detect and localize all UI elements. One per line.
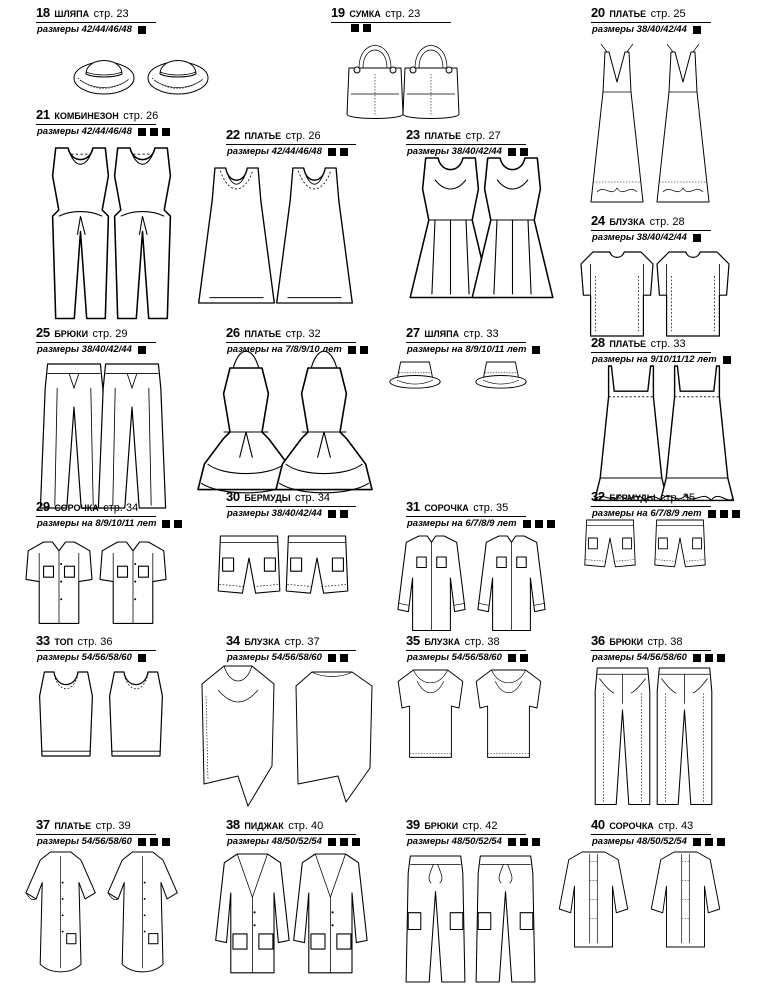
size-range-text: размеры 54/56/58/60 (407, 652, 502, 663)
difficulty-square-icon (360, 346, 368, 354)
item-page-ref: стр. 37 (284, 636, 320, 648)
garment-technical-drawing (226, 634, 356, 814)
item-page-ref: стр. 29 (92, 328, 128, 340)
garment-front-view (347, 46, 403, 119)
garment-front-view (218, 536, 280, 593)
garment-front-view (202, 666, 274, 806)
garment-front-view (74, 61, 134, 95)
size-range-text: размеры 38/40/42/44 (592, 232, 687, 243)
item-page-ref: стр. 23 (385, 8, 421, 20)
item-number: 39 (406, 817, 420, 832)
garment-back-view (472, 158, 553, 298)
pattern-item-37 (36, 818, 156, 1008)
difficulty-square-icon (532, 838, 540, 846)
item-page-ref: стр. 43 (658, 820, 694, 832)
size-range-text: размеры на 6/7/8/9 лет (407, 518, 517, 529)
pattern-item-38 (226, 818, 356, 1008)
garment-back-view (476, 856, 535, 982)
item-name: ТОП (54, 637, 74, 647)
garment-back-view (403, 46, 459, 119)
item-number: 22 (226, 127, 240, 142)
garment-back-view (657, 44, 709, 202)
size-range-text: размеры на 6/7/8/9 лет (592, 508, 702, 519)
item-name: БРЮКИ (424, 821, 459, 831)
size-range-text: размеры 48/50/52/54 (592, 836, 687, 847)
garment-back-view (148, 61, 208, 95)
garment-technical-drawing (406, 634, 526, 814)
item-name: БЛУЗКА (424, 637, 461, 647)
item-number: 35 (406, 633, 420, 648)
garment-back-view (286, 536, 348, 593)
item-page-ref: стр. 25 (650, 8, 686, 20)
garment-front-view (26, 542, 92, 623)
item-name: ШЛЯПА (424, 329, 460, 339)
item-page-ref: стр. 38 (647, 636, 683, 648)
item-number: 31 (406, 499, 420, 514)
garment-front-view (595, 366, 668, 500)
size-range-text: размеры на 9/10/11/12 лет (592, 354, 717, 365)
item-number: 27 (406, 325, 420, 340)
size-range-text: размеры 42/44/46/48 (37, 126, 132, 137)
pattern-item-35 (406, 634, 526, 824)
item-name: ШЛЯПА (54, 9, 90, 19)
item-page-ref: стр. 28 (649, 216, 685, 228)
pattern-item-21 (36, 107, 159, 298)
difficulty-square-icon (547, 520, 555, 528)
pattern-item-27 (406, 326, 526, 516)
item-number: 29 (36, 499, 50, 514)
item-page-ref: стр. 35 (660, 492, 696, 504)
garment-back-view (476, 362, 526, 388)
pattern-item-23 (406, 128, 526, 318)
size-range-text: размеры 54/56/58/60 (37, 836, 132, 847)
pattern-item-25 (36, 326, 156, 516)
garment-front-view (585, 520, 635, 567)
garment-technical-drawing (36, 818, 156, 998)
item-number: 32 (591, 489, 605, 504)
item-number: 25 (36, 325, 50, 340)
garment-back-view (296, 672, 372, 802)
item-number: 18 (36, 5, 50, 20)
item-page-ref: стр. 35 (473, 502, 509, 514)
item-page-ref: стр. 33 (463, 328, 499, 340)
item-number: 30 (226, 489, 240, 504)
size-range-text: размеры 38/40/42/44 (592, 24, 687, 35)
garment-back-view (478, 536, 545, 631)
difficulty-markers (158, 520, 182, 528)
item-name: ПЛАТЬЕ (424, 131, 462, 141)
item-number: 24 (591, 213, 605, 228)
item-number: 23 (406, 127, 420, 142)
size-range-text: размеры 42/44/46/48 (37, 24, 132, 35)
item-name: СОРОЧКА (609, 821, 654, 831)
difficulty-square-icon (717, 838, 725, 846)
garment-back-view (115, 148, 171, 319)
difficulty-square-icon (535, 520, 543, 528)
garment-technical-drawing (591, 336, 711, 516)
garment-technical-drawing (406, 128, 526, 308)
item-page-ref: стр. 26 (285, 130, 321, 142)
item-page-ref: стр. 27 (465, 130, 501, 142)
garment-front-view (406, 856, 465, 982)
item-name: ПИДЖАК (244, 821, 284, 831)
item-number: 20 (591, 5, 605, 20)
pattern-item-39 (406, 818, 526, 1008)
garment-front-view (595, 668, 650, 805)
garment-front-view (591, 44, 643, 202)
size-range-text: размеры 54/56/58/60 (227, 652, 322, 663)
garment-back-view (655, 520, 705, 567)
item-name: СУМКА (349, 9, 381, 19)
garment-technical-drawing (36, 634, 156, 814)
garment-technical-drawing (406, 326, 526, 506)
garment-back-view (110, 672, 163, 756)
garment-front-view (40, 364, 107, 508)
item-name: БРЮКИ (609, 637, 644, 647)
size-range-text: размеры 38/40/42/44 (227, 508, 322, 519)
size-range-text: размеры 48/50/52/54 (227, 836, 322, 847)
garment-front-view (398, 536, 465, 631)
garment-technical-drawing (226, 128, 356, 308)
item-name: СОРОЧКА (424, 503, 469, 513)
item-page-ref: стр. 34 (295, 492, 331, 504)
pattern-item-20 (591, 6, 711, 196)
garment-front-view (198, 351, 294, 493)
size-range-text: размеры на 8/9/10/11 лет (37, 518, 157, 529)
garment-back-view (276, 351, 372, 493)
size-range-text: размеры 38/40/42/44 (37, 344, 132, 355)
item-name: ПЛАТЬЕ (244, 329, 282, 339)
garment-front-view (390, 362, 440, 388)
garment-front-view (53, 148, 109, 319)
garment-back-view (476, 670, 541, 757)
pattern-item-40 (591, 818, 711, 1008)
pattern-item-22 (226, 128, 356, 318)
garment-back-view (651, 852, 719, 947)
garment-technical-drawing (226, 818, 356, 998)
size-range-text: размеры 54/56/58/60 (37, 652, 132, 663)
size-range-text: размеры на 7/8/9/10 лет (227, 344, 342, 355)
item-page-ref: стр. 33 (650, 338, 686, 350)
difficulty-square-icon (162, 838, 170, 846)
item-page-ref: стр. 36 (77, 636, 113, 648)
item-page-ref: стр. 38 (464, 636, 500, 648)
item-name: ПЛАТЬЕ (244, 131, 282, 141)
garment-front-view (398, 670, 463, 757)
garment-front-view (199, 168, 275, 303)
garment-back-view (98, 364, 165, 508)
item-name: БЛУЗКА (244, 637, 281, 647)
pattern-item-34 (226, 634, 356, 824)
item-name: ПЛАТЬЕ (609, 9, 647, 19)
difficulty-square-icon (717, 654, 725, 662)
garment-technical-drawing (591, 818, 711, 998)
item-number: 34 (226, 633, 240, 648)
item-page-ref: стр. 40 (288, 820, 324, 832)
item-name: БЕРМУДЫ (244, 493, 291, 503)
garment-front-view (40, 672, 93, 756)
pattern-item-33 (36, 634, 156, 824)
item-number: 38 (226, 817, 240, 832)
item-number: 21 (36, 107, 50, 122)
item-number: 26 (226, 325, 240, 340)
item-name: БЕРМУДЫ (609, 493, 656, 503)
garment-technical-drawing (591, 634, 711, 814)
garment-technical-drawing (591, 6, 711, 186)
item-number: 40 (591, 817, 605, 832)
item-number: 36 (591, 633, 605, 648)
difficulty-square-icon (723, 356, 731, 364)
item-name: БРЮКИ (54, 329, 89, 339)
item-name: БЛУЗКА (609, 217, 646, 227)
garment-back-view (657, 668, 712, 805)
difficulty-square-icon (732, 510, 740, 518)
difficulty-square-icon (162, 520, 170, 528)
garment-front-view (559, 852, 627, 947)
difficulty-square-icon (720, 510, 728, 518)
size-range-text: размеры на 8/9/10/11 лет (407, 344, 527, 355)
item-page-ref: стр. 42 (462, 820, 498, 832)
difficulty-square-icon (532, 346, 540, 354)
garment-technical-drawing (36, 326, 156, 506)
garment-front-view (26, 852, 95, 972)
garment-technical-drawing (36, 108, 159, 288)
item-number: 37 (36, 817, 50, 832)
garment-back-view (661, 366, 734, 500)
garment-back-view (100, 542, 166, 623)
garment-back-view (277, 168, 353, 303)
size-range-text: размеры 48/50/52/54 (407, 836, 502, 847)
item-number: 28 (591, 335, 605, 350)
difficulty-markers (719, 356, 731, 364)
garment-back-view (108, 852, 177, 972)
size-range-text: размеры 54/56/58/60 (592, 652, 687, 663)
difficulty-square-icon (174, 520, 182, 528)
item-page-ref: стр. 26 (123, 110, 159, 122)
garment-back-view (294, 854, 367, 973)
item-page-ref: стр. 32 (285, 328, 321, 340)
difficulty-square-icon (162, 128, 170, 136)
item-number: 33 (36, 633, 50, 648)
item-name: ПЛАТЬЕ (609, 339, 647, 349)
item-name: СОРОЧКА (54, 503, 99, 513)
garment-technical-drawing (226, 326, 356, 506)
item-page-ref: стр. 23 (93, 8, 129, 20)
garment-front-view (581, 252, 653, 336)
garment-back-view (657, 252, 729, 336)
garment-front-view (216, 854, 289, 973)
garment-technical-drawing (406, 818, 526, 998)
item-name: КОМБИНЕЗОН (54, 111, 119, 121)
item-name: ПЛАТЬЕ (54, 821, 92, 831)
item-page-ref: стр. 39 (95, 820, 131, 832)
size-range-text: размеры 42/44/46/48 (227, 146, 322, 157)
item-page-ref: стр. 34 (103, 502, 139, 514)
pattern-item-36 (591, 634, 711, 824)
size-range-text: размеры 38/40/42/44 (407, 146, 502, 157)
item-number: 19 (331, 5, 345, 20)
difficulty-markers (528, 346, 540, 354)
